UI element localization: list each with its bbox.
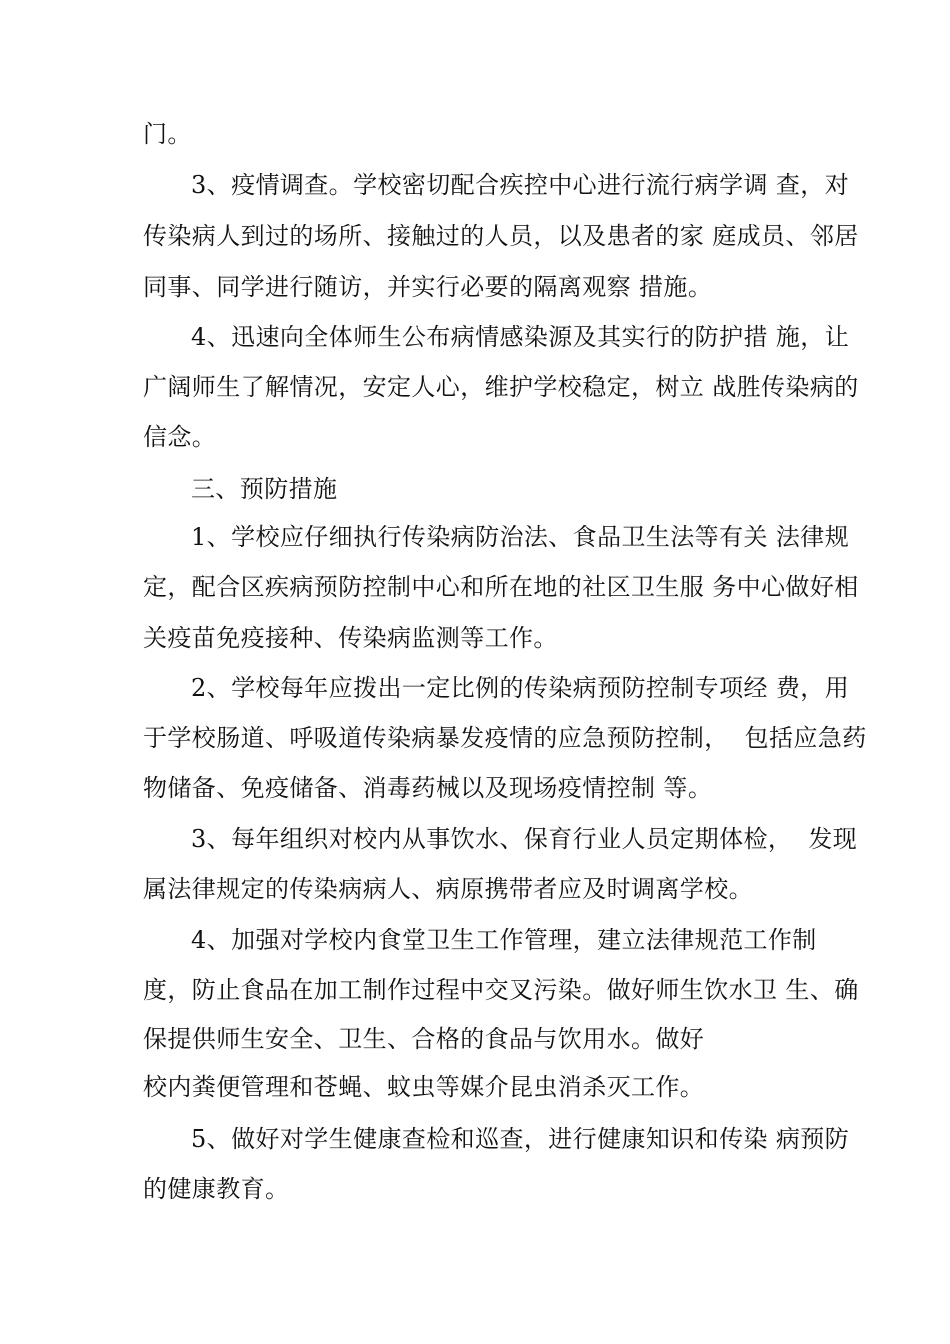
text-line: 关疫苗免疫接种、传染病监测等工作。 [143, 624, 558, 652]
paragraph-health-check: 3、每年组织对校内从事饮水、保育行业人员定期体检， 发现 [191, 825, 858, 853]
text-line: 属法律规定的传染病病人、病原携带者应及时调离学校。 [143, 875, 753, 903]
text-line: 广阔师生了解情况，安定人心，维护学校稳定，树立 战胜传染病的 [143, 373, 859, 401]
text-line: 于学校肠道、呼吸道传染病暴发疫情的应急预防控制， 包括应急药 [143, 724, 867, 752]
section-heading-prevention: 三、预防措施 [191, 475, 338, 503]
text-line: 物储备、免疫储备、消毒药械以及现场疫情控制 等。 [143, 774, 713, 802]
text-line: 信念。 [143, 423, 217, 451]
paragraph-funding: 2、学校每年应拨出一定比例的传染病预防控制专项经 费，用 [191, 674, 850, 702]
paragraph-law-enforcement: 1、学校应仔细执行传染病防治法、食品卫生法等有关 法律规 [191, 523, 850, 551]
text-line: 传染病人到过的场所、接触过的人员，以及患者的家 庭成员、邻居 [143, 222, 859, 250]
text-line: 同事、同学进行随访，并实行必要的隔离观察 措施。 [143, 273, 713, 301]
text-line: 保提供师生安全、卫生、合格的食品与饮用水。做好 [143, 1025, 705, 1053]
paragraph-canteen-management: 4、加强对学校内食堂卫生工作管理，建立法律规范工作制 [191, 926, 817, 954]
text-line: 定，配合区疾病预防控制中心和所在地的社区卫生服 务中心做好相 [143, 573, 859, 601]
paragraph-health-education: 5、做好对学生健康查检和巡查，进行健康知识和传染 病预防 [191, 1125, 850, 1153]
paragraph-epidemic-investigation: 3、疫情调查。学校密切配合疾控中心进行流行病学调 查，对 [191, 171, 850, 199]
text-line: 的健康教育。 [143, 1175, 290, 1203]
text-line: 门。 [143, 120, 192, 148]
text-line: 校内粪便管理和苍蝇、蚊虫等媒介昆虫消杀灭工作。 [143, 1073, 705, 1101]
text-line: 度，防止食品在加工制作过程中交叉污染。做好师生饮水卫 生、确 [143, 976, 859, 1004]
paragraph-announce-info: 4、迅速向全体师生公布病情感染源及其实行的防护措 施，让 [191, 323, 850, 351]
